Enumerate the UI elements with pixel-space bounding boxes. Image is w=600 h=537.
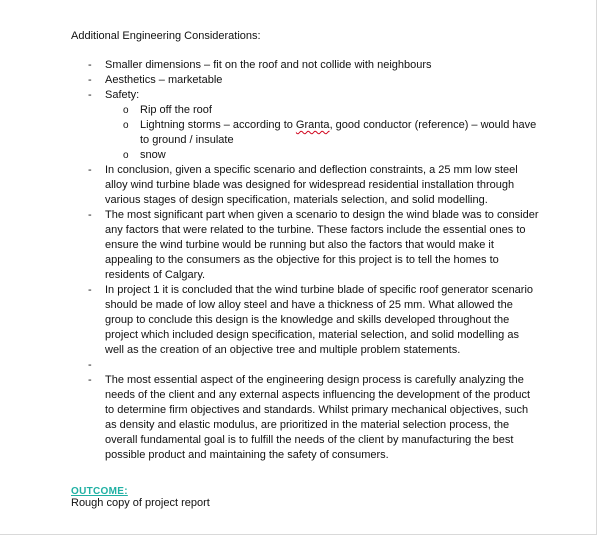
bullet-item-aesthetics: [0, 73, 540, 88]
bullet-text: The most significant part when given a scenario to design the wind blade was to consider any factors that were related to the turbine. These factors include the essential ones to ensure the wind turbine would be running but also the factors that would make it appealing to the consumers as the objective for this project is to tell the homes to residents of Calgary.: [105, 209, 539, 281]
sub-item-text: Lightning storms – according to: [140, 119, 296, 131]
bullet-text: In project 1 it is concluded that the wind turbine blade of specific roof generator scenario should be made of low alloy steel and have a thickness of 25 mm. What allowed the group to conclude this design is the knowledge and skills developed throughout the project which included design specification, material selection, and solid modelling as well as the creation of an objective tree and multiple problem statements.: [105, 284, 534, 356]
bullet-item-significant-part: [0, 208, 540, 283]
outcome-text: Rough copy of project report: [71, 497, 210, 509]
sub-item-text: Rip off the roof: [140, 104, 212, 116]
outcome-label: OUTCOME:: [71, 486, 128, 497]
bullet-item-project-1: [0, 283, 540, 358]
sub-item-rip-off: [105, 103, 540, 118]
bullet-item-essential-aspect: [0, 373, 540, 463]
sub-bullet-marker: o: [123, 120, 129, 131]
bullet-dash: -: [88, 89, 92, 101]
bullet-item-conclusion: [0, 163, 540, 208]
sub-bullet-marker: o: [123, 150, 129, 161]
bullet-dash: -: [88, 164, 92, 176]
bullet-item-safety: [0, 88, 540, 163]
bullet-text: [105, 359, 108, 371]
sub-item-text: snow: [140, 149, 166, 161]
bullet-item-dimensions: [0, 58, 540, 73]
bullet-dash: -: [88, 284, 92, 296]
bullet-item-empty: [0, 358, 540, 373]
bullet-dash: -: [88, 374, 92, 386]
bullet-text: Smaller dimensions – fit on the roof and not collide with neighbours: [105, 59, 432, 71]
bullet-text: The most essential aspect of the engineering design process is carefully analyzing the needs of the client and any external aspects influencing the development of the product to determine firm objectives and standards. Whilst primary mechanical objectives, such as density and elastic modulus, are prioritized in the material selection process, the overall fundamental goal is to fulfill the needs of the client by manufacturing the best possible product and maintaining the safety of consumers.: [105, 374, 531, 461]
bullet-text: In conclusion, given a specific scenario and deflection constraints, a 25 mm low steel alloy wind turbine blade was designed for widespread residential installation through various stages of design specification, materials selection, and solid modelling.: [105, 164, 518, 206]
sub-item-text: , good conductor (reference) – would have to ground / insulate: [140, 119, 537, 146]
bullet-text: Safety:: [105, 89, 140, 101]
safety-sublist: [105, 103, 540, 163]
sub-item-snow: [105, 148, 540, 163]
bullet-text: Aesthetics – marketable: [105, 74, 223, 86]
spellcheck-flagged-word[interactable]: Granta: [295, 119, 330, 131]
considerations-list: [0, 58, 540, 463]
sub-bullet-marker: o: [123, 105, 129, 116]
section-heading: Additional Engineering Considerations:: [71, 30, 261, 42]
bullet-dash: -: [88, 59, 92, 71]
bullet-dash: -: [88, 74, 92, 86]
bullet-dash: -: [88, 209, 92, 221]
sub-item-lightning: [105, 118, 540, 148]
bullet-dash: -: [88, 359, 92, 371]
